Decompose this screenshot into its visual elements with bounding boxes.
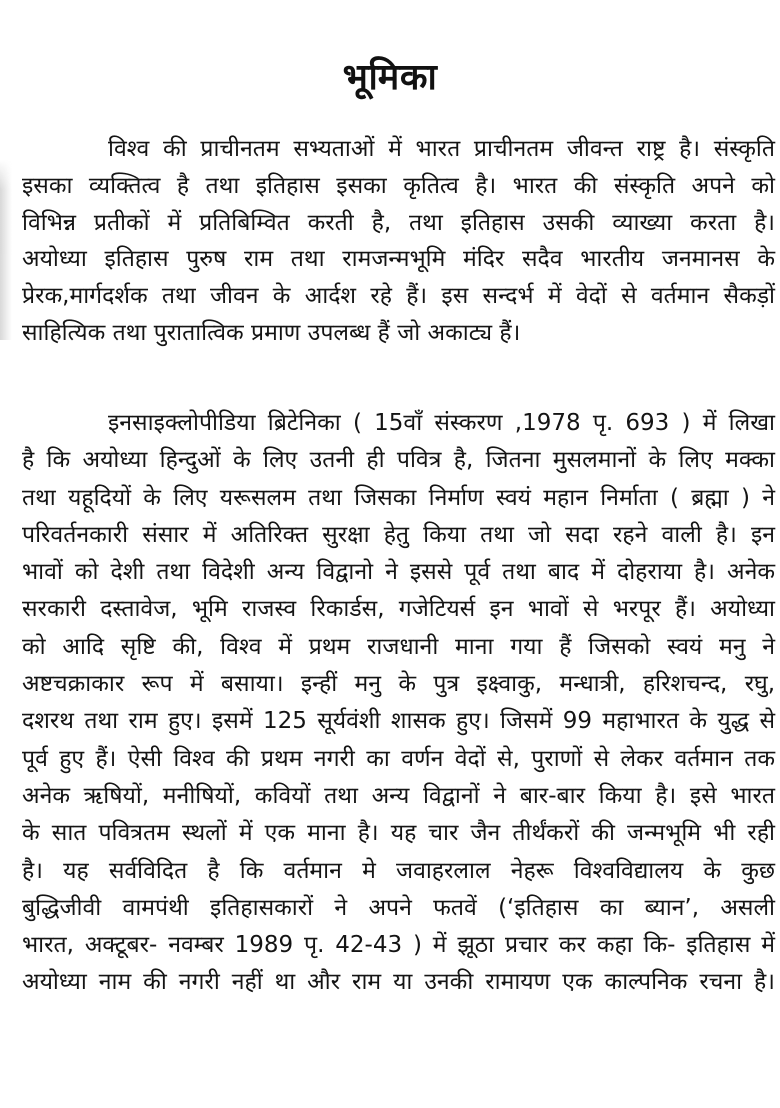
paragraph-line: सरकारी दस्तावेज, भूमि राजस्व रिकार्डस, गजेटियर्स इन भावों से भरपूर हैं। अयोध्या [22, 596, 775, 623]
paragraph-line: प्रेरक,मार्गदर्शक तथा जीवन के आर्दश रहे हैं। इस सन्दर्भ में वेदों से वर्तमान सैकड़ों [22, 283, 775, 310]
paragraph-line: पूर्व हुए हैं। ऐसी विश्व की प्रथम नगरी का वर्णन वेदों से, पुराणों से लेकर वर्तमान तक [22, 745, 775, 772]
paragraph-line: परिवर्तनकारी संसार में अतिरिक्त सुरक्षा हेतु किया तथा जो सदा रहने वाली है। इन [22, 521, 775, 548]
page-binding-shadow [0, 160, 12, 340]
paragraph-2 [22, 405, 775, 1002]
paragraph-line: अयोध्या इतिहास पुरुष राम तथा रामजन्मभूमि मंदिर सदैव भारतीय जनमानस के [22, 246, 775, 273]
paragraph-line: तथा यहूदियों के लिए यरूसलम तथा जिसका निर्माण स्वयं महान निर्माता ( ब्रह्मा ) ने [22, 484, 775, 511]
paragraph-1 [22, 131, 775, 352]
paragraph-line: साहित्यिक तथा पुरातात्विक प्रमाण उपलब्ध हैं जो अकाट्य हैं। [22, 319, 521, 346]
paragraph-line: अष्टचक्राकार रूप में बसाया। इन्हीं मनु के पुत्र इक्ष्वाकु, मन्धात्री, हरिशचन्द, रघु, [22, 671, 775, 698]
paragraph-line: इसका व्यक्तित्व है तथा इतिहास इसका कृतित्व है। भारत की संस्कृति अपने को [22, 172, 775, 199]
paragraph-line: विश्व की प्राचीनतम सभ्यताओं में भारत प्राचीनतम जीवन्त राष्ट्र है। संस्कृति [108, 136, 775, 162]
paragraph-line: विभिन्न प्रतीकों में प्रतिबिम्वित करती है, तथा इतिहास उसकी व्याख्या करता है। [22, 209, 775, 236]
page-title: भूमिका [342, 57, 438, 98]
paragraph-line: इनसाइक्लोपीडिया ब्रिटेनिका ( 15वाँ संस्करण ,1978 पृ. 693 ) में लिखा [108, 410, 775, 436]
paragraph-line: अनेक ऋषियों, मनीषियों, कवियों तथा अन्य विद्वानों ने बार-बार किया है। इसे भारत [22, 782, 775, 809]
paragraph-line: है। यह सर्वविदित है कि वर्तमान मे जवाहरलाल नेहरू विश्वविद्यालय के कुछ [22, 857, 775, 884]
paragraph-line: दशरथ तथा राम हुए। इसमें 125 सूर्यवंशी शासक हुए। जिसमें 99 महाभारत के युद्ध से [22, 708, 775, 735]
paragraph-line: को आदि सृष्टि की, विश्व में प्रथम राजधानी माना गया हैं जिसको स्वयं मनु ने [22, 633, 775, 660]
paragraph-line: भावों को देशी तथा विदेशी अन्य विद्वानो ने इससे पूर्व तथा बाद में दोहराया है। अनेक [22, 559, 775, 586]
paragraph-line: के सात पवित्रतम स्थलों में एक माना है। यह चार जैन तीर्थंकरों की जन्मभूमि भी रही [22, 820, 775, 847]
paragraph-line: है कि अयोध्या हिन्दुओं के लिए उतनी ही पवित्र है, जितना मुसलमानों के लिए मक्का [22, 447, 775, 474]
paragraph-line: भारत, अक्टूबर- नवम्बर 1989 पृ. 42-43 ) में झूठा प्रचार कर कहा कि- इतिहास में [22, 932, 775, 959]
paragraph-line: बुद्धिजीवी वामपंथी इतिहासकारों ने अपने फतवें (‘इतिहास का ब्यान’, असली [22, 894, 775, 921]
paragraph-line: अयोध्या नाम की नगरी नहीं था और राम या उनकी रामायण एक काल्पनिक रचना है। [22, 969, 775, 996]
